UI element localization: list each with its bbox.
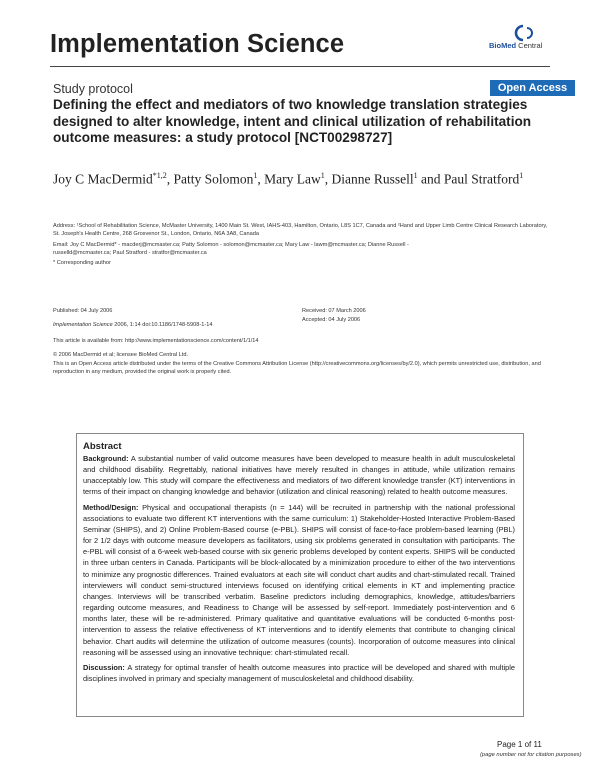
header-rule bbox=[50, 66, 550, 67]
abstract-discussion bbox=[83, 662, 515, 684]
method-label: Method/Design: bbox=[83, 502, 139, 512]
page-number-note: (page number not for citation purposes) bbox=[480, 752, 582, 758]
abstract-heading: Abstract bbox=[83, 441, 122, 452]
journal-title: Implementation Science bbox=[50, 30, 345, 58]
abstract-method bbox=[83, 502, 515, 658]
open-access-badge: Open Access bbox=[490, 80, 575, 96]
logo-text bbox=[489, 41, 542, 50]
article-title: Defining the effect and mediators of two knowledge translation strategies designed to alter knowledge, intent and clinical utilization of rehabilitation outcome measures: a study protocol [NCT00298727] bbox=[53, 97, 532, 145]
page-number: Page 1 of 11 bbox=[497, 740, 542, 749]
accepted-date: Accepted: 04 July 2006 bbox=[302, 317, 361, 323]
author-name: Joy C MacDermid bbox=[53, 171, 153, 187]
citation-details: 2006, 1:14 doi:10.1186/1748-5908-1-14 bbox=[112, 322, 213, 328]
method-text: Physical and occupational therapists (n = 144) will be recruited in partnership with the national professional associations to evaluate two different KT interventions with the same curriculum: 1) Stakeholder-Hosted Interactive Problem-Based Seminar (SHIPS), and 2) Online Problem-Based course (e-PBL). SHIPS will consist of face-to-face problem-based learning (PBL) for 2 1/2 days with outcome measure developers as facilitators, using six problems generated in consultation with participants. The e-PBL will consist of a 6-week web-based course with six generic problems developed by content experts. SHIPS will be conducted in three urban centers in Canada. Participants will be block-allocated by a minimization procedure to either of the two interventions to minimize any prognostic differences. Trained evaluators at each site will conduct chart audits and chart-stimulated recall. Trained interviewers will conduct semi-structured interviews focused on identifying critical elements in KT and implementing practice changes. Interviews will be transcribed verbatim. Baseline predictors including demographics, knowledge, attitudes/barriers regarding outcome measures, and Readiness to Change will be assessed by self-report. Immediately post-intervention and 6 months later, these will be re-administered. Primary qualitative and quantitative evaluations will be conducted 6-months post-intervention to assess the relative effectiveness of KT interventions and to identify elements that contribute to changing clinical behavior. Chart audits will determine the utilization of outcome measures (counts). Incorporation of outcome measures into clinical reasoning will be assessed using an innovative technique: chart-stimulated recall. bbox=[83, 502, 515, 657]
author-name: , Patty Solomon bbox=[166, 171, 254, 187]
abstract-background bbox=[83, 453, 515, 498]
citation-journal: Implementation Science bbox=[53, 322, 113, 328]
background-text: A substantial number of valid outcome measures have been developed to measure health in adult musculoskeletal and childhood disability. Regrettably, national initiatives have merely resulted in changes in attitude, while utilization remains unacceptably low. This study will compare the effectiveness and mediators of two different knowledge transfer (KT) interventions in terms of their impact on changing knowledge and behavior (utilization and clinical reasoning) related to health outcome measures. bbox=[83, 454, 515, 497]
author-affiliation: 1 bbox=[253, 171, 258, 180]
author-name: , Mary Law bbox=[257, 171, 321, 187]
author-name: , Dianne Russell bbox=[324, 171, 414, 187]
author-list bbox=[53, 167, 553, 189]
background-label: Background: bbox=[83, 454, 129, 463]
abstract-box bbox=[76, 433, 524, 717]
author-affiliation: *1,2 bbox=[152, 171, 167, 180]
discussion-text: A strategy for optimal transfer of health outcome measures into practice will be developed and shared with multiple disciplines involved in primary and specialty management of musculoskeletal and childhood disability. bbox=[83, 662, 515, 683]
discussion-label: Discussion: bbox=[83, 662, 125, 672]
received-date: Received: 07 March 2006 bbox=[302, 308, 366, 314]
author-affiliation: 1 bbox=[413, 171, 418, 180]
availability-link[interactable]: This article is available from: http://www.implementationscience.com/content/1/1/14 bbox=[53, 338, 259, 344]
copyright: © 2006 MacDermid et al; licensee BioMed Central Ltd. bbox=[53, 352, 189, 358]
author-emails: Email: Joy C MacDermid* - macderj@mcmaster.ca; Patty Solomon - solomon@mcmaster.ca; Mary Law - lawm@mcmaster.ca; Dianne Russell - russelld@mcmaster.ca; Paul Stratford - stratfor@mcmaster.ca bbox=[53, 242, 409, 256]
logo-text-rest: Central bbox=[516, 41, 543, 50]
corresponding-author-note: * Corresponding author bbox=[53, 260, 111, 266]
abstract-content bbox=[83, 441, 515, 688]
biomed-central-logo bbox=[489, 24, 549, 54]
logo-mark-icon bbox=[489, 24, 549, 42]
author-address: Address: ¹School of Rehabilitation Science, McMaster University, 1400 Main St. West, IAHS-403, Hamilton, Ontario, L8S 1C7, Canada and ²Hand and Upper Limb Centre Clinical Research Laboratory, St. Joseph's Health Centre, 268 Grosvenor St., London, Ontario, N6A 3A8, Canada bbox=[53, 223, 548, 237]
license-text: This is an Open Access article distributed under the terms of the Creative Commons Attribution License (http://creativecommons.org/licenses/by/2.0), which permits unrestricted use, distribution, and reproduction in any medium, provided the original work is properly cited. bbox=[53, 361, 541, 375]
article-type: Study protocol bbox=[53, 82, 133, 96]
author-name: and Paul Stratford bbox=[417, 171, 520, 187]
citation bbox=[53, 321, 212, 329]
author-affiliation: 1 bbox=[320, 171, 325, 180]
published-date: Published: 04 July 2006 bbox=[53, 308, 113, 314]
logo-text-bold: BioMed bbox=[489, 41, 517, 50]
author-affiliation: 1 bbox=[519, 171, 524, 180]
